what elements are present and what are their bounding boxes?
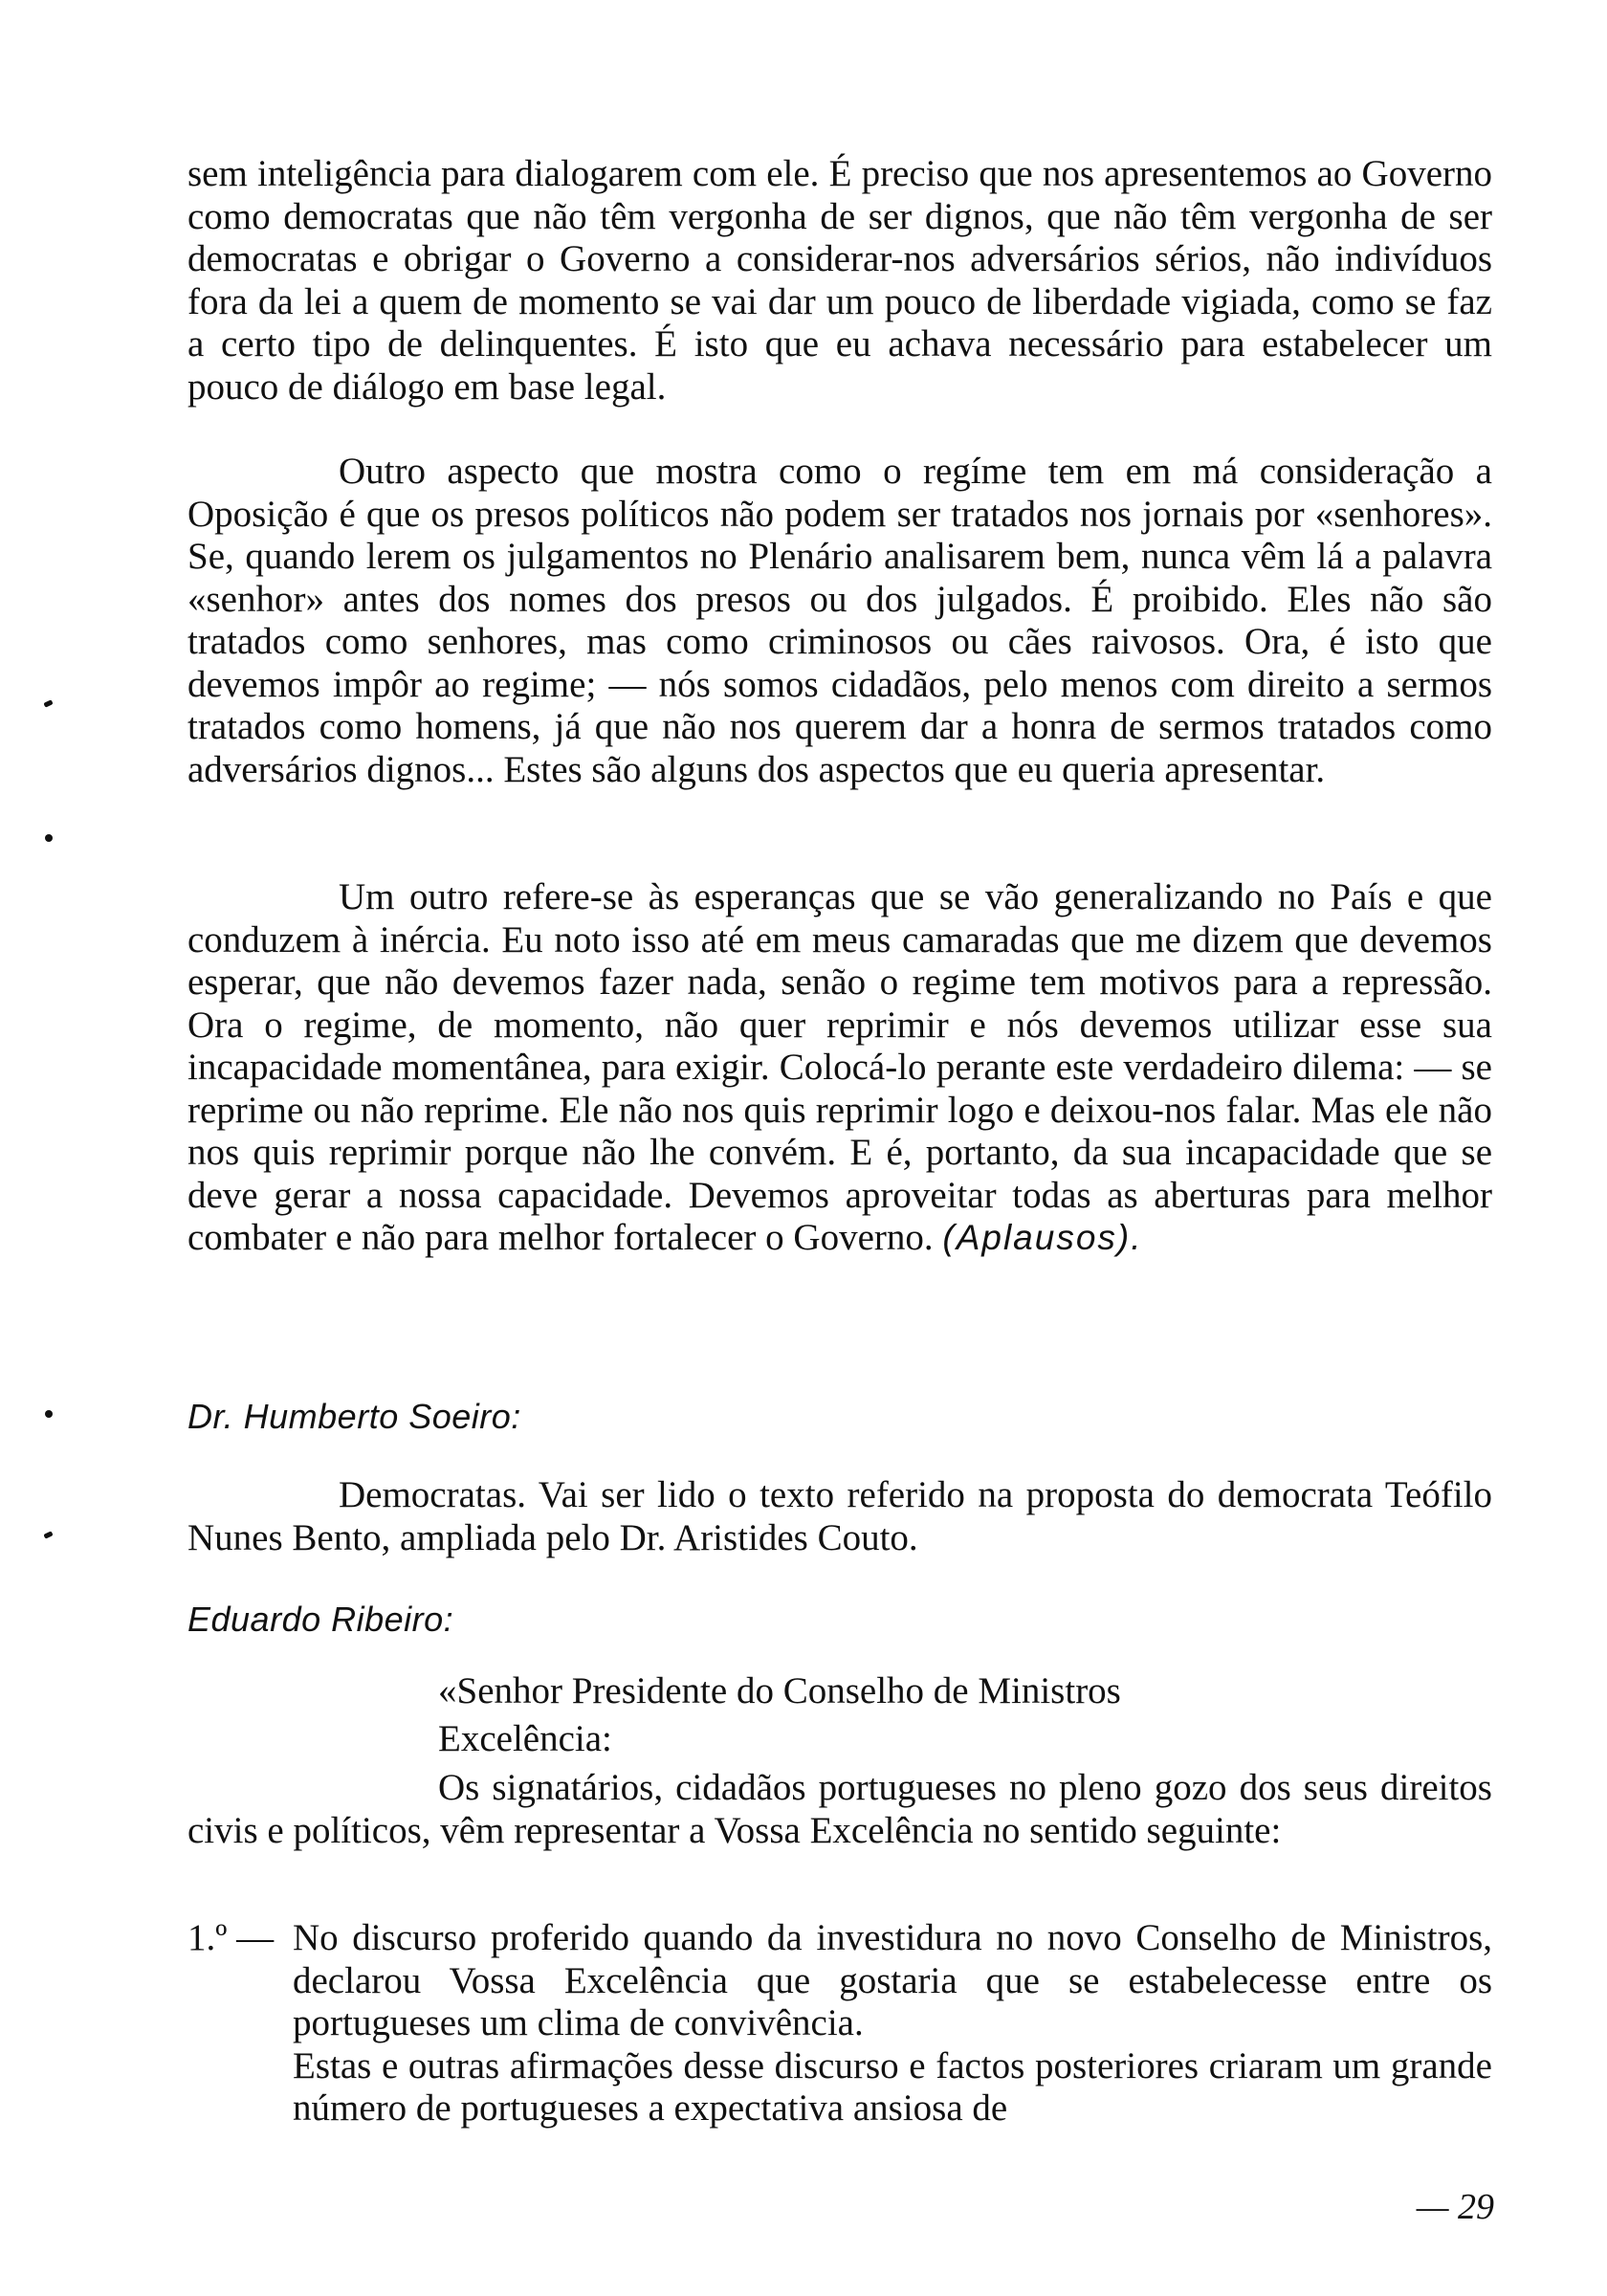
list-item-1	[293, 1917, 1492, 2130]
margin-mark	[45, 1410, 53, 1418]
paragraph-signatories	[187, 1767, 1492, 1852]
paragraph-opposition	[187, 451, 1492, 791]
margin-mark	[43, 699, 53, 707]
paragraph-1: sem inteligência para dialogarem com ele. É preciso que nos apresentemos ao Governo como democratas que não têm vergonha de ser dignos, que não têm vergonha de ser democratas e obrigar o Governo a considerar-nos adversários sérios, não indivíduos fora da lei a quem de momento se vai dar um pouco de liberdade vigiada, como se faz a certo tipo de delinquentes. É isto que eu achava necessário para estabelecer um pouco de diálogo em base legal.	[187, 153, 1492, 408]
speaker-heading-eduardo-ribeiro: Eduardo Ribeiro:	[187, 1600, 454, 1639]
margin-mark	[45, 834, 53, 842]
speaker-heading-humberto-soeiro: Dr. Humberto Soeiro:	[187, 1397, 521, 1436]
paragraph-hopes	[187, 876, 1492, 1260]
paragraph-dialogue	[187, 153, 1492, 408]
paragraph-2: Outro aspecto que mostra como o regíme tem em má consideração a Oposição é que os presos políticos não podem ser tratados nos jornais por «senhores». Se, quando lerem os julgamentos no Plenário analisarem bem, nunca vêm lá a palavra «senhor» antes dos nomes dos presos ou dos julgados. É proibido. Eles não são tratados como senhores, mas como criminosos ou cães raivosos. Ora, é isto que devemos impôr ao regime; — nós somos cidadãos, pelo menos com direito a sermos tratados como homens, já que não nos querem dar a honra de sermos tratados como adversários dignos... Estes são alguns dos aspectos que eu queria apresentar.	[187, 451, 1492, 790]
applause-note: (Aplausos).	[942, 1218, 1143, 1257]
list-item-1-paragraph-b: Estas e outras afirmações desse discurso e factos posteriores criaram um grande número de portugueses a expectativa ansiosa de	[293, 2044, 1492, 2129]
letter-address-excelencia: Excelência:	[438, 1718, 612, 1759]
paragraph-5: Os signatários, cidadãos portugueses no pleno gozo dos seus direitos civis e políticos, vêm representar a Vossa Excelência no sentido seguinte:	[187, 1767, 1492, 1851]
paragraph-3	[187, 876, 1492, 1260]
letter-salutation: «Senhor Presidente do Conselho de Ministros	[438, 1670, 1121, 1711]
list-item-number: 1.º —	[187, 1917, 275, 1958]
margin-mark	[43, 1531, 53, 1538]
list-item-1-paragraph-a: No discurso proferido quando da investidura no novo Conselho de Ministros, declarou Vossa Excelência que gostaria que se estabelecesse entre os portugueses um clima de convivência.	[293, 1917, 1492, 2043]
page-number: — 29	[1416, 2187, 1494, 2227]
paragraph-4: Democratas. Vai ser lido o texto referido na proposta do democrata Teófilo Nunes Bento, ampliada pelo Dr. Aristides Couto.	[187, 1474, 1492, 1558]
paragraph-democratas	[187, 1474, 1492, 1559]
paragraph-3-text: Um outro refere-se às esperanças que se vão generalizando no País e que conduzem à inércia. Eu noto isso até em meus camaradas que me dizem que devemos esperar, que não devemos fazer nada, senão o regime tem motivos para a repressão. Ora o regime, de momento, não quer reprimir e nós devemos utilizar esse sua incapacidade momentânea, para exigir. Colocá-lo perante este verdadeiro dilema: — se reprime ou não reprime. Ele não nos quis reprimir logo e deixou-nos falar. Mas ele não nos quis reprimir porque não lhe convém. E é, portanto, da sua incapacidade que se deve gerar a nossa capacidade. Devemos aproveitar todas as aberturas para melhor combater e não para melhor fortalecer o Governo.	[187, 876, 1492, 1258]
